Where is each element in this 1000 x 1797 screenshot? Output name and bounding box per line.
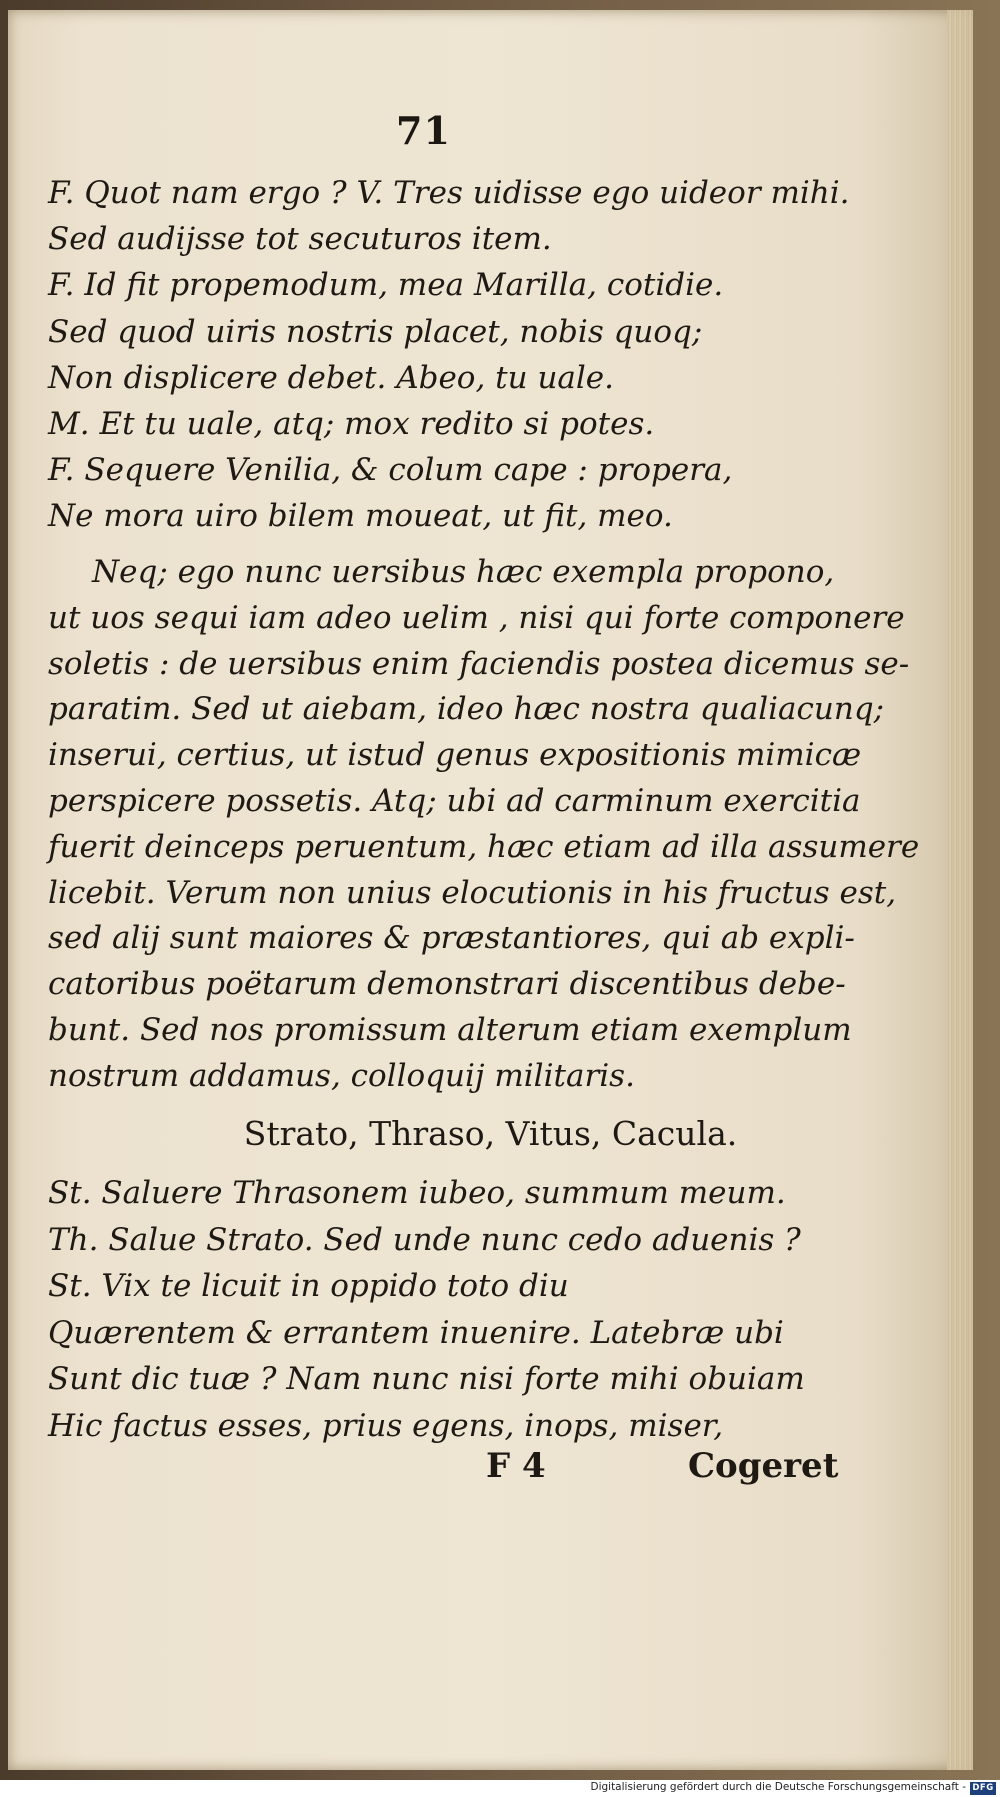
prose-paragraph: [48, 550, 919, 1100]
catchword: Cogeret: [688, 1446, 839, 1486]
prose-line: licebit. Verum non unius elocutionis in his fructus est,: [48, 874, 897, 911]
digitization-credit: Digitalisierung gefördert durch die Deutsche Forschungsgemeinschaft -: [590, 1781, 966, 1793]
verse-line: F. Id fit propemodum, mea Marilla, cotidie.: [48, 267, 724, 304]
dfg-logo: DFG: [970, 1782, 996, 1795]
verse-line: St. Vix te licuit in oppido toto diu: [48, 1268, 569, 1304]
page-fore-edge: [947, 10, 973, 1770]
prose-line: ut uos sequi iam adeo uelim , nisi qui forte componere: [48, 599, 905, 636]
prose-line: inserui, certius, ut istud genus expositionis mimicæ: [48, 737, 862, 774]
verse-line: F. Quot nam ergo ? V. Tres uidisse ego uideor mihi.: [48, 175, 850, 211]
verse-block-dialogue: [48, 170, 850, 540]
prose-line: bunt. Sed nos promissum alterum etiam exemplum: [48, 1011, 852, 1048]
verse-line: M. Et tu uale, atq; mox redito si potes.: [48, 406, 655, 443]
prose-line: fuerit deinceps peruentum, hæc etiam ad illa assumere: [48, 828, 920, 865]
verse-block-military-dialogue: [48, 1170, 805, 1449]
prose-line: catoribus poëtarum demonstrari discentibus debe-: [48, 966, 846, 1003]
verse-line: Sed audijsse tot secuturos item.: [48, 221, 552, 258]
prose-line: soletis : de uersibus enim faciendis postea dicemus se-: [48, 645, 910, 682]
verse-line: Th. Salue Strato. Sed unde nunc cedo aduenis ?: [48, 1221, 801, 1258]
verse-line: Quærentem & errantem inuenire. Latebræ ubi: [48, 1314, 784, 1351]
verse-line: Sunt dic tuæ ? Nam nunc nisi forte mihi obuiam: [48, 1361, 805, 1397]
verse-line: Non displicere debet. Abeo, tu uale.: [48, 359, 615, 396]
prose-line: paratim. Sed ut aiebam, ideo hæc nostra qualiacunq;: [48, 691, 885, 728]
book-page: [8, 10, 973, 1770]
signature-mark: F 4: [486, 1446, 546, 1486]
page-number: 71: [396, 108, 451, 153]
verse-line: Ne mora uiro bilem moueat, ut fit, meo.: [48, 498, 673, 535]
prose-line: Neq; ego nunc uersibus hæc exempla propono,: [92, 554, 835, 590]
speakers-heading: Strato, Thraso, Vitus, Cacula.: [243, 1114, 738, 1153]
verse-line: Sed quod uiris nostris placet, nobis quoq;: [48, 313, 703, 350]
prose-line: nostrum addamus, colloquij militaris.: [48, 1057, 635, 1094]
verse-line: Hic factus esses, prius egens, inops, miser,: [48, 1407, 724, 1444]
verse-line: F. Sequere Venilia, & colum cape : propera,: [48, 452, 733, 489]
prose-line: sed alij sunt maiores & præstantiores, qui ab expli-: [48, 920, 855, 957]
verse-line: St. Saluere Thrasonem iubeo, summum meum.: [48, 1175, 786, 1211]
prose-line: perspicere possetis. Atq; ubi ad carminum exercitia: [48, 782, 861, 819]
